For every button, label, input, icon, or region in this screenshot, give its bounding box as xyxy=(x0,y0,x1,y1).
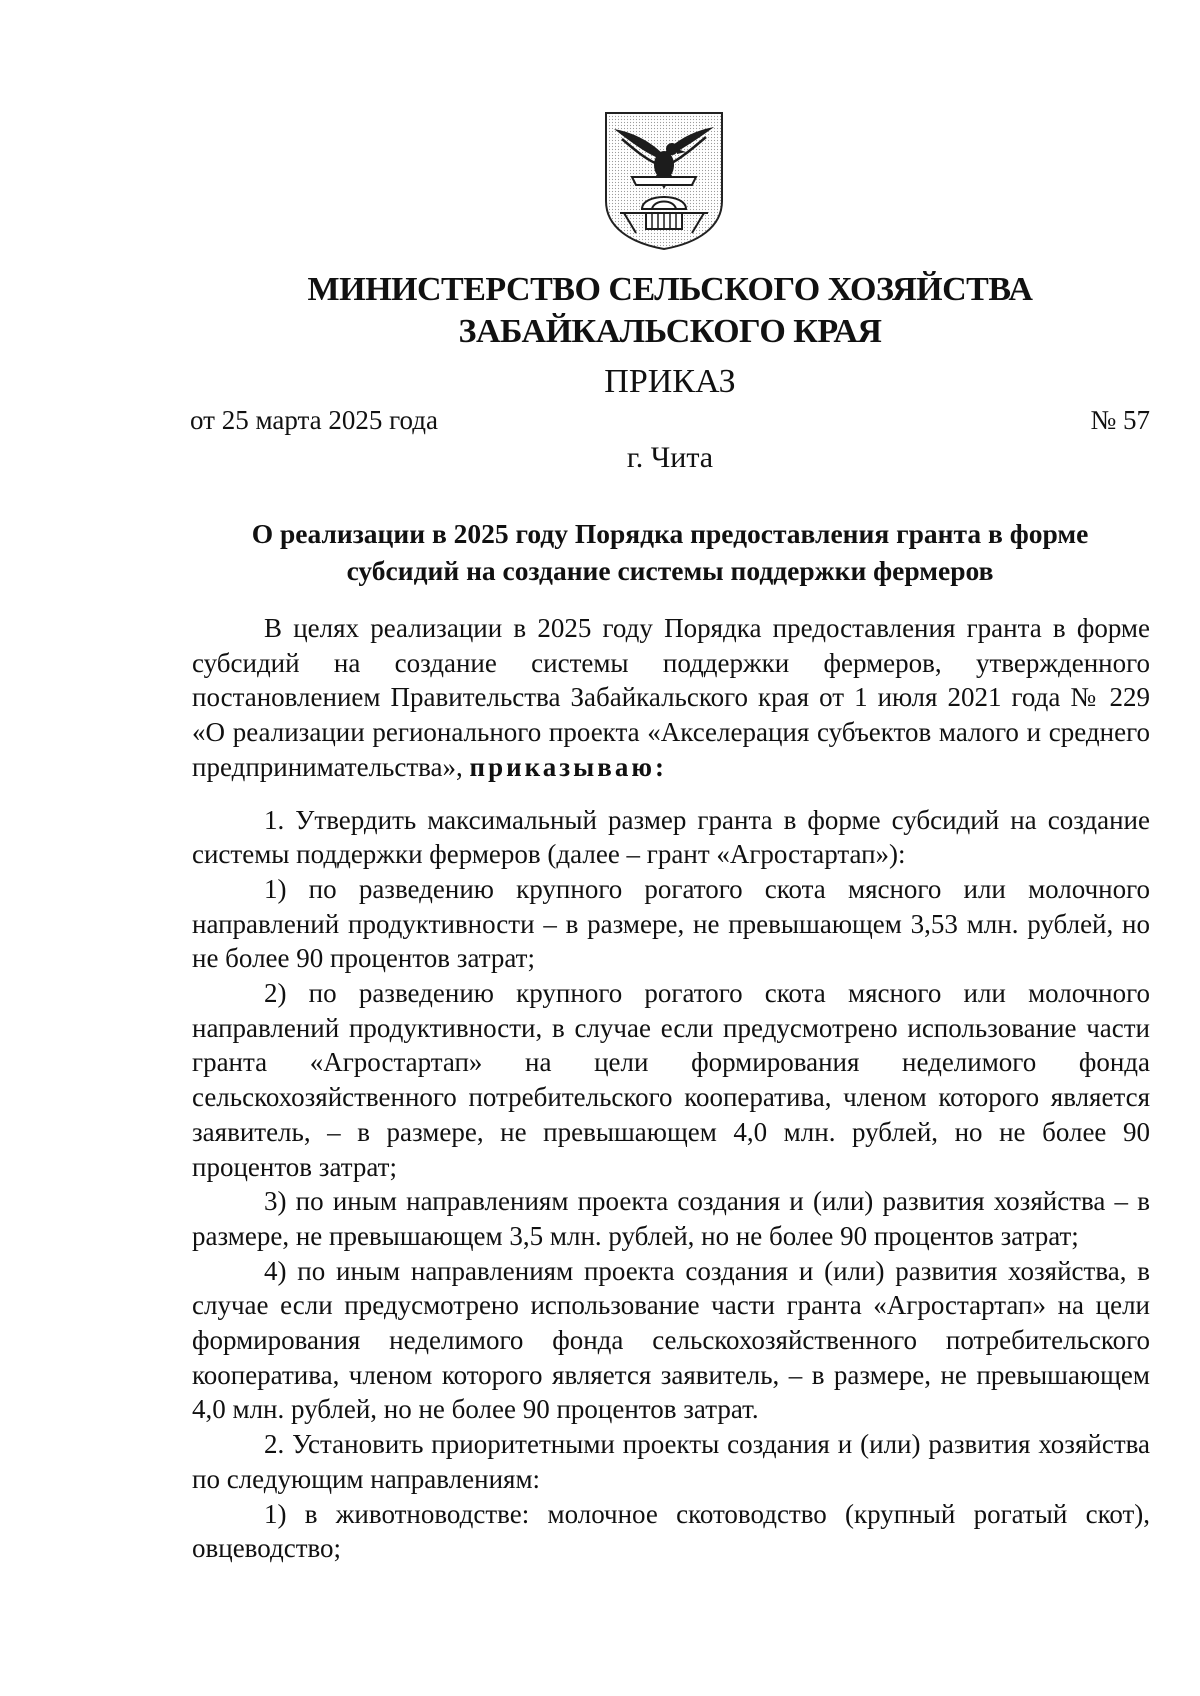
paragraph-1-item-2: 2) по разведению крупного рогатого скота мясного или молочного направлений продуктивности, в случае если предусмотрено использование части гранта «Агростартап» на цели формирования неделимого фонда сельскохозяйственного потребительского кооператива, членом которого является заявитель, – в размере, не превышающем 4,0 млн. рублей, но не более 90 процентов затрат; xyxy=(192,978,1150,1182)
ministry-name-line1: МИНИСТЕРСТВО СЕЛЬСКОГО ХОЗЯЙСТВА xyxy=(307,271,1033,308)
order-number: № 57 xyxy=(1090,405,1150,435)
preamble-paragraph xyxy=(192,611,1150,785)
order-verb: приказываю: xyxy=(469,751,667,782)
paragraph-1-item-1: 1) по разведению крупного рогатого скота мясного или молочного направлений продуктивности – в размере, не превышающем 3,53 млн. рублей, но не более 90 процентов затрат; xyxy=(192,873,1150,974)
paragraph-1-item-3: 3) по иным направлениям проекта создания и (или) развития хозяйства – в размере, не превышающем 3,5 млн. рублей, но не более 90 процентов затрат; xyxy=(192,1186,1150,1251)
coat-of-arms-emblem xyxy=(602,109,726,251)
eagle-shield-icon xyxy=(602,109,726,251)
paragraph-1-item-4: 4) по иным направлениям проекта создания и (или) развития хозяйства, в случае если предусмотрено использование части гранта «Агростартап» на цели формирования неделимого фонда сельскохозяйственного потребительского кооператива, членом которого является заявитель, – в размере, не превышающем 4,0 млн. рублей, но не более 90 процентов затрат. xyxy=(192,1255,1150,1425)
city-name: г. Чита xyxy=(626,441,714,474)
paragraph-2: 2. Установить приоритетными проекты создания и (или) развития хозяйства по следующим направлениям: xyxy=(192,1429,1150,1494)
paragraph-1: 1. Утвердить максимальный размер гранта в форме субсидий на создание системы поддержки фермеров (далее – грант «Агростартап»): xyxy=(192,804,1150,870)
date-number-row xyxy=(190,402,1150,438)
document-title xyxy=(190,515,1150,589)
preamble-text: В целях реализации в 2025 году Порядка предоставления гранта в форме субсидий на создание системы поддержки фермеров, утвержденного постановлением Правительства Забайкальского края от 1 июля 2021 года № 229 «О реализации регионального проекта «Акселерация субъектов малого и среднего предпринимательства», xyxy=(192,613,1150,782)
document-type: ПРИКАЗ xyxy=(604,363,736,400)
document-title-line2: субсидий на создание системы поддержки фермеров xyxy=(346,555,994,586)
order-date: от 25 марта 2025 года xyxy=(190,405,438,435)
ministry-name-line2: ЗАБАЙКАЛЬСКОГО КРАЯ xyxy=(458,313,882,350)
document-title-line1: О реализации в 2025 году Порядка предоставления гранта в форме xyxy=(251,518,1089,549)
paragraph-2-item-1: 1) в животноводстве: молочное скотоводство (крупный рогатый скот), овцеводство; xyxy=(192,1498,1150,1564)
document-body xyxy=(192,611,1150,1566)
